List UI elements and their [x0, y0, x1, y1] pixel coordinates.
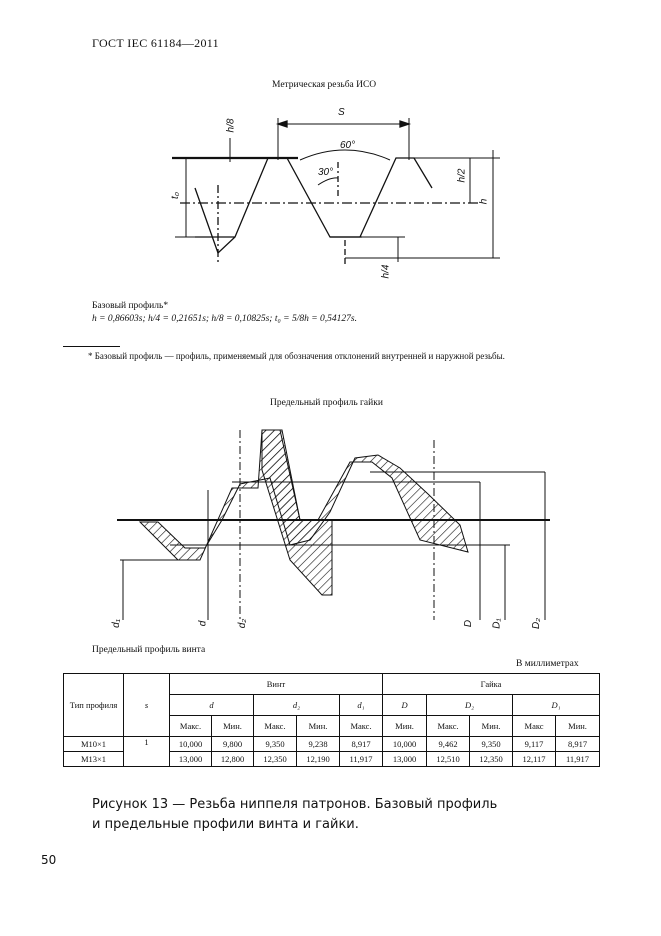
cell-type: M13×1 [64, 752, 124, 767]
figure2-title: Предельный профиль гайки [270, 398, 383, 408]
header-minmax: Макс. [427, 716, 470, 737]
cell-value: 12,117 [513, 752, 556, 767]
header-minmax: Макс. [254, 716, 297, 737]
header-minmax: Макс. [340, 716, 383, 737]
header-d1: d₁ [340, 695, 383, 716]
header-s: s [124, 674, 170, 737]
figure2-bottom-title: Предельный профиль винта [92, 645, 206, 655]
header-minmax: Мин. [212, 716, 254, 737]
units-note: В миллиметрах [516, 659, 579, 669]
header-nut: Гайка [383, 674, 600, 695]
header-minmax: Мин. [383, 716, 427, 737]
cell-value: 12,350 [470, 752, 513, 767]
cell-value: 8,917 [340, 737, 383, 752]
label-angle-30: 30° [318, 167, 334, 178]
cell-value: 12,800 [212, 752, 254, 767]
label-D2: D₂ [531, 617, 543, 630]
label-h: h [478, 198, 490, 205]
cell-value: 13,000 [383, 752, 427, 767]
cell-value: 9,238 [297, 737, 340, 752]
footnote-divider [63, 346, 120, 347]
cell-value: 10,000 [383, 737, 427, 752]
cell-value: 9,350 [254, 737, 297, 752]
header-minmax: Мин. [297, 716, 340, 737]
header-screw: Винт [170, 674, 383, 695]
header-type: Тип профиля [64, 674, 124, 737]
footnote-text: * Базовый профиль — профиль, применяемый для обозначения отклонений внутренней и наружной резьбы. [88, 351, 505, 361]
cell-s: 1 [124, 737, 170, 767]
figure-caption-line2: и предельные профили винта и гайки. [92, 817, 359, 832]
label-D: D [463, 619, 475, 628]
document-header: ГОСТ IEC 61184—2011 [92, 36, 219, 50]
header-minmax: Мин. [470, 716, 513, 737]
page-number: 50 [41, 853, 57, 867]
cell-value: 11,917 [556, 752, 600, 767]
base-profile-title: Базовый профиль* [92, 301, 169, 311]
figure-caption-line1: Рисунок 13 — Резьба ниппеля патронов. Базовый профиль [92, 797, 498, 812]
cell-value: 9,117 [513, 737, 556, 752]
cell-value: 13,000 [170, 752, 212, 767]
base-profile-formula: h = 0,86603s; h/4 = 0,21651s; h/8 = 0,10825s; t₀ = 5/8h = 0,54127s. [92, 314, 357, 324]
header-D2: D₂ [427, 695, 513, 716]
cell-type: M10×1 [64, 737, 124, 752]
cell-value: 12,510 [427, 752, 470, 767]
figure-caption [92, 795, 497, 835]
cell-value: 9,462 [427, 737, 470, 752]
cell-value: 11,917 [340, 752, 383, 767]
header-D1: D₁ [513, 695, 600, 716]
label-h8: h/8 [225, 118, 237, 133]
label-D1: D₁ [491, 618, 503, 629]
header-d: d [170, 695, 254, 716]
label-angle-60: 60° [340, 140, 356, 151]
cell-value: 8,917 [556, 737, 600, 752]
header-d2: d₂ [254, 695, 340, 716]
cell-value: 12,350 [254, 752, 297, 767]
header-minmax: Макс. [170, 716, 212, 737]
cell-value: 9,350 [470, 737, 513, 752]
header-minmax: Макс [513, 716, 556, 737]
cell-value: 12,190 [297, 752, 340, 767]
header-minmax: Мин. [556, 716, 600, 737]
label-d: d [197, 620, 209, 627]
label-s: S [338, 107, 345, 118]
label-t0: t₀ [170, 192, 181, 199]
header-D: D [383, 695, 427, 716]
table-row [64, 737, 600, 752]
dimensions-table [63, 673, 600, 767]
label-d1: d₁ [110, 619, 122, 628]
label-h2: h/2 [456, 168, 468, 183]
figure1-title: Метрическая резьба ИСО [272, 80, 377, 90]
cell-value: 9,800 [212, 737, 254, 752]
label-d2: d₂ [237, 618, 249, 629]
label-h4: h/4 [380, 264, 392, 279]
limit-profile-diagram [0, 0, 661, 240]
cell-value: 10,000 [170, 737, 212, 752]
